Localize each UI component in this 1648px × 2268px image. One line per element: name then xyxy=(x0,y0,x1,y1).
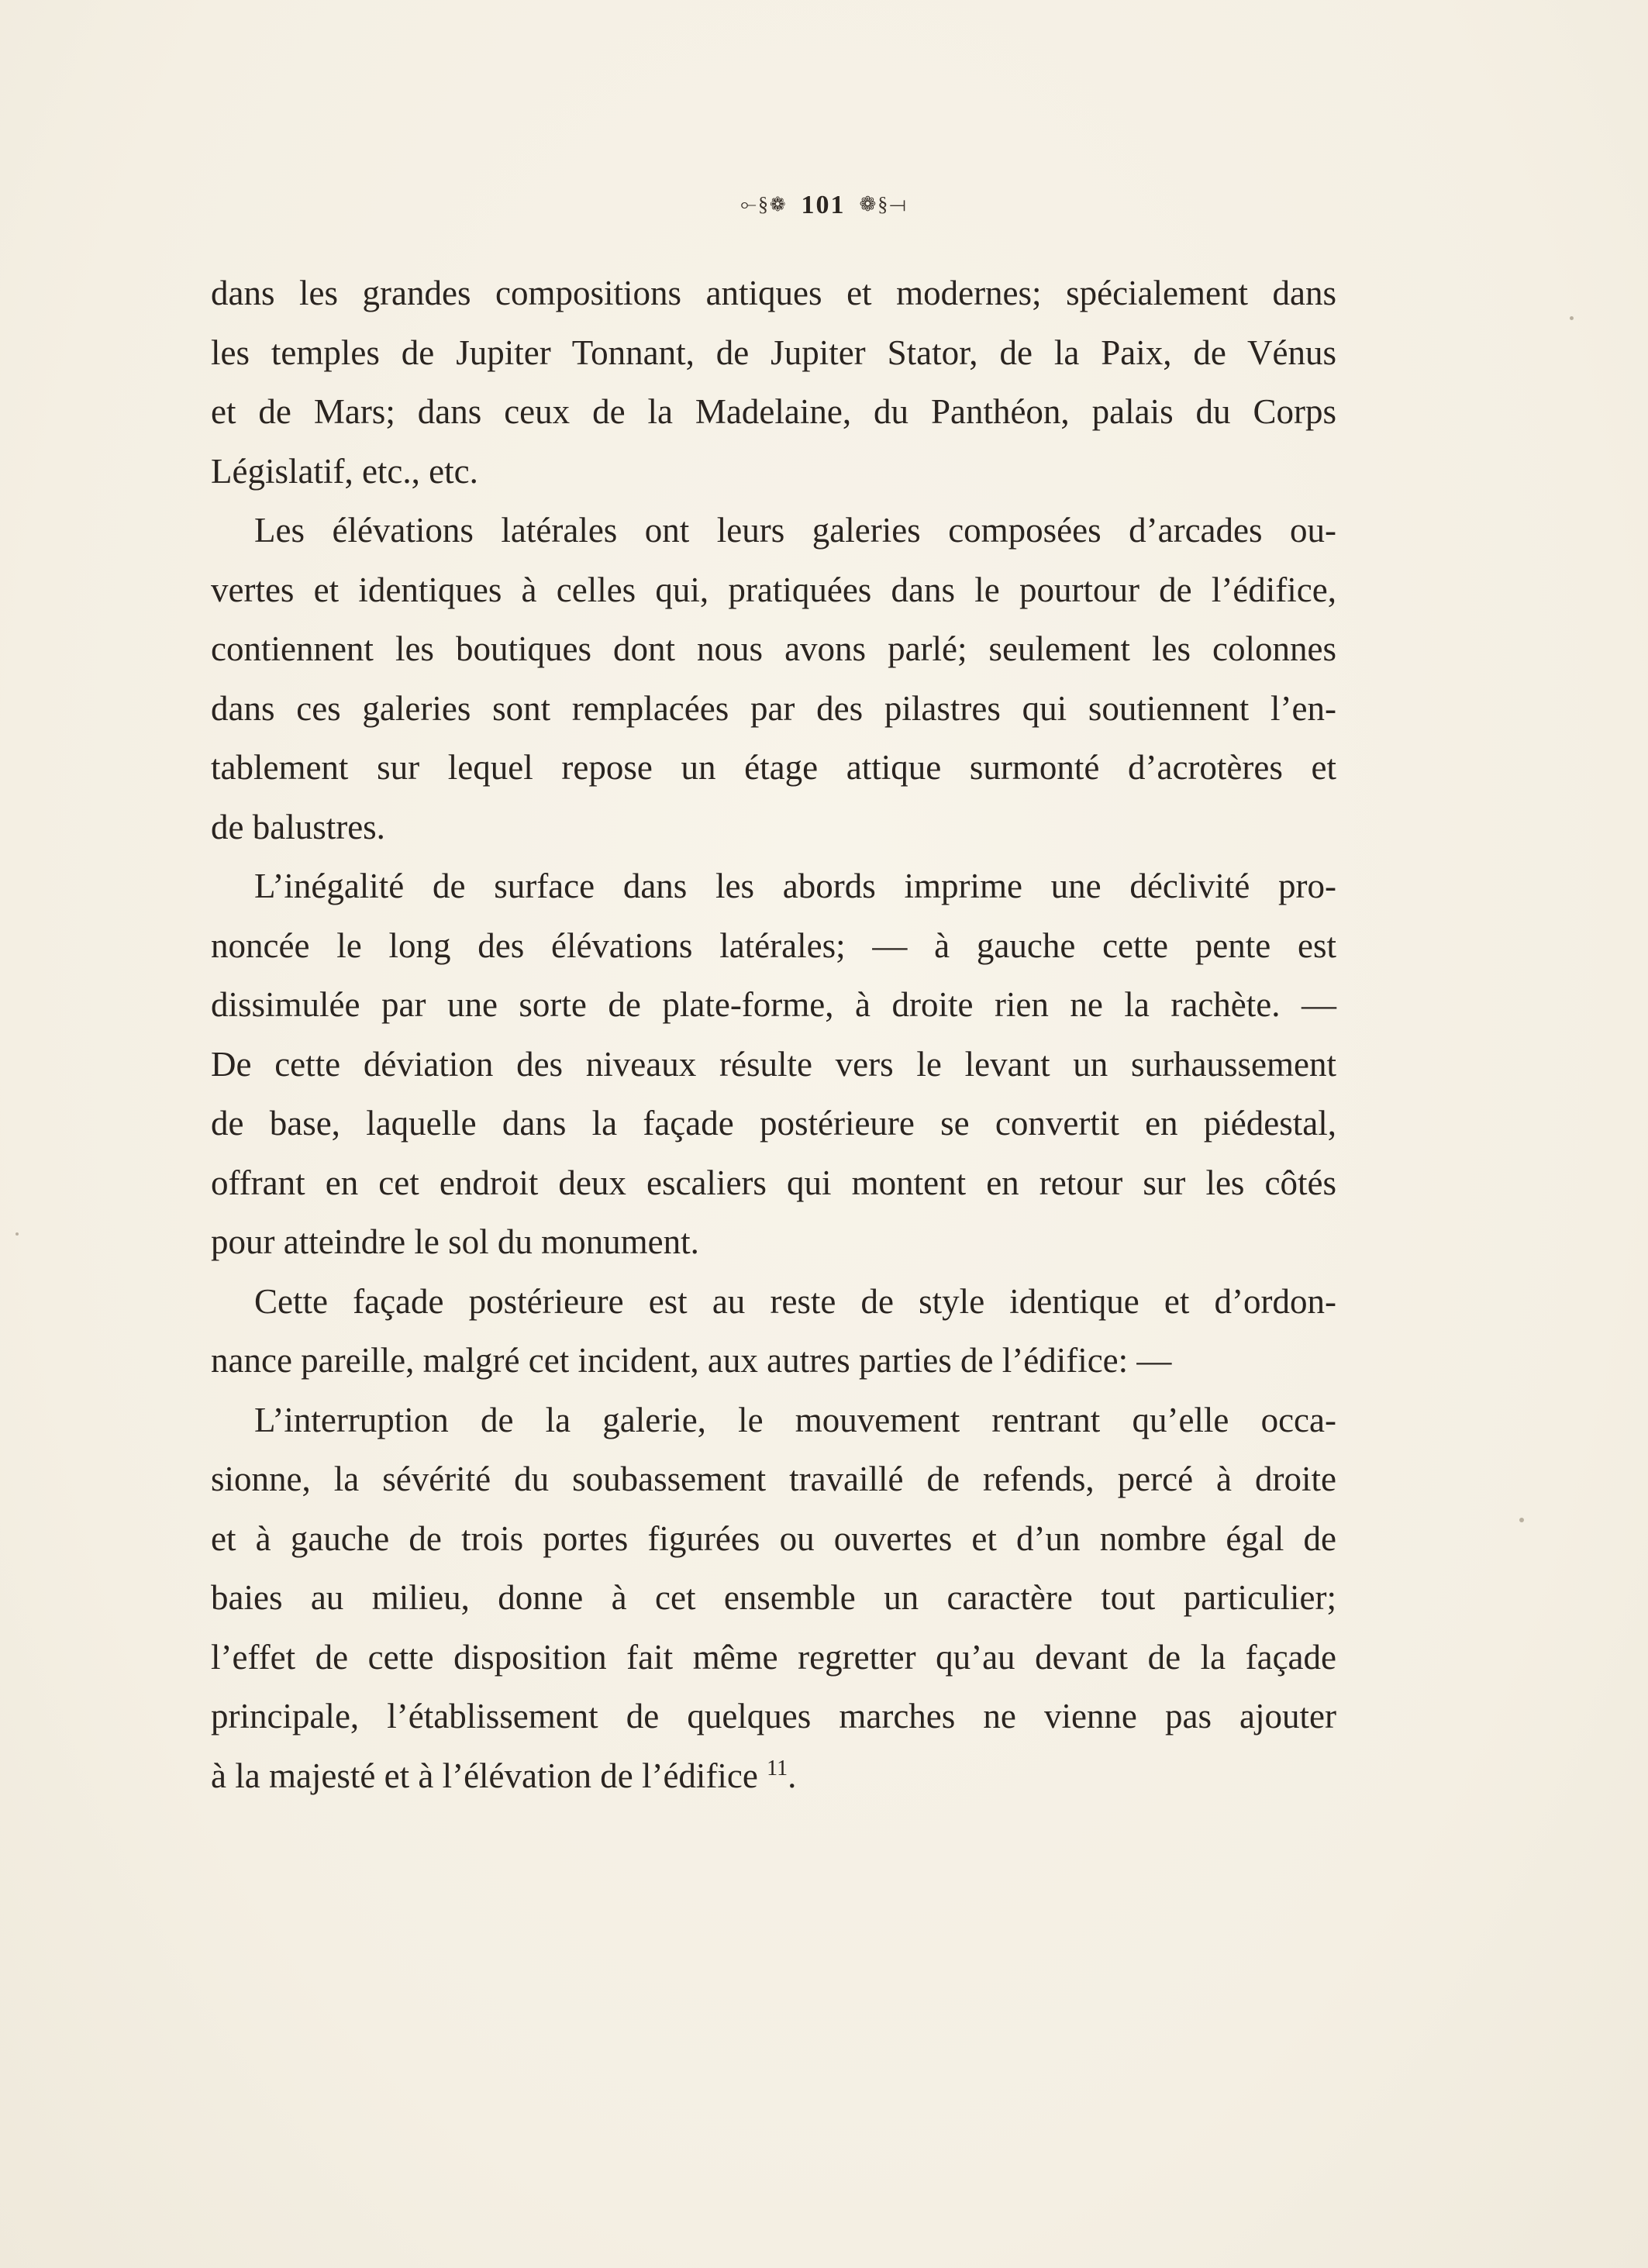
text-line: de base, laquelle dans la façade postérieure se convertit en piédestal, xyxy=(211,1104,1336,1143)
footnote-reference: 11 xyxy=(767,1756,788,1780)
body-text xyxy=(211,264,1336,1805)
text-line: sionne, la sévérité du soubassement travaillé de refends, percé à droite xyxy=(211,1460,1336,1498)
text-line: et de Mars; dans ceux de la Madelaine, du Panthéon, palais du Corps xyxy=(211,392,1336,431)
text-line: L’interruption de la galerie, le mouvement rentrant qu’elle occa- xyxy=(254,1400,1336,1439)
text-line: dans les grandes compositions antiques et modernes; spécialement dans xyxy=(211,274,1336,312)
header-ornament-right: ❁§⟞ xyxy=(859,192,908,215)
paragraph xyxy=(211,501,1336,857)
text-line: les temples de Jupiter Tonnant, de Jupiter Stator, de la Paix, de Vénus xyxy=(211,333,1336,372)
text-line: Les élévations latérales ont leurs galeries composées d’arcades ou- xyxy=(254,511,1336,550)
text-line: baies au milieu, donne à cet ensemble un caractère tout particulier; xyxy=(211,1578,1336,1617)
text-line: dissimulée par une sorte de plate-forme, à droite rien ne la rachète. — xyxy=(211,985,1336,1024)
final-line-text: à la majesté et à l’élévation de l’édifice xyxy=(211,1756,758,1795)
paragraph xyxy=(211,857,1336,1272)
text-line: offrant en cet endroit deux escaliers qui montent en retour sur les côtés xyxy=(211,1163,1336,1202)
paper-speck xyxy=(1519,1518,1524,1522)
page-header xyxy=(0,191,1648,220)
text-line-final xyxy=(211,1746,1336,1806)
text-line: L’inégalité de surface dans les abords imprime une déclivité pro- xyxy=(254,867,1336,905)
final-punctuation: . xyxy=(788,1756,797,1795)
paper-speck xyxy=(16,1232,19,1236)
text-line: principale, l’établissement de quelques marches ne vienne pas ajouter xyxy=(211,1697,1336,1735)
page-number: 101 xyxy=(801,191,846,219)
header-ornament-left: ⟜§❁ xyxy=(740,192,788,215)
text-line: l’effet de cette disposition fait même regretter qu’au devant de la façade xyxy=(211,1637,1336,1677)
text-line: noncée le long des élévations latérales; — à gauche cette pente est xyxy=(211,925,1336,965)
text-line: de balustres. xyxy=(211,807,385,846)
paragraph xyxy=(211,264,1336,501)
text-line: tablement sur lequel repose un étage attique surmonté d’acrotères et xyxy=(211,748,1336,787)
text-line: vertes et identiques à celles qui, pratiquées dans le pourtour de l’édifice, xyxy=(211,570,1336,609)
text-line: dans ces galeries sont remplacées par des pilastres qui soutiennent l’en- xyxy=(211,688,1336,728)
text-line: nance pareille, malgré cet incident, aux autres parties de l’édifice: — xyxy=(211,1341,1172,1380)
text-line: Législatif, etc., etc. xyxy=(211,451,478,491)
text-line: pour atteindre le sol du monument. xyxy=(211,1222,699,1261)
text-line: Cette façade postérieure est au reste de style identique et d’ordon- xyxy=(254,1281,1336,1321)
paragraph xyxy=(211,1391,1336,1806)
paragraph xyxy=(211,1272,1336,1391)
text-line: De cette déviation des niveaux résulte vers le levant un surhaussement xyxy=(211,1044,1336,1084)
paper-speck xyxy=(1570,316,1574,320)
text-line: contiennent les boutiques dont nous avons parlé; seulement les colonnes xyxy=(211,629,1336,668)
text-line: et à gauche de trois portes figurées ou ouvertes et d’un nombre égal de xyxy=(211,1518,1336,1558)
